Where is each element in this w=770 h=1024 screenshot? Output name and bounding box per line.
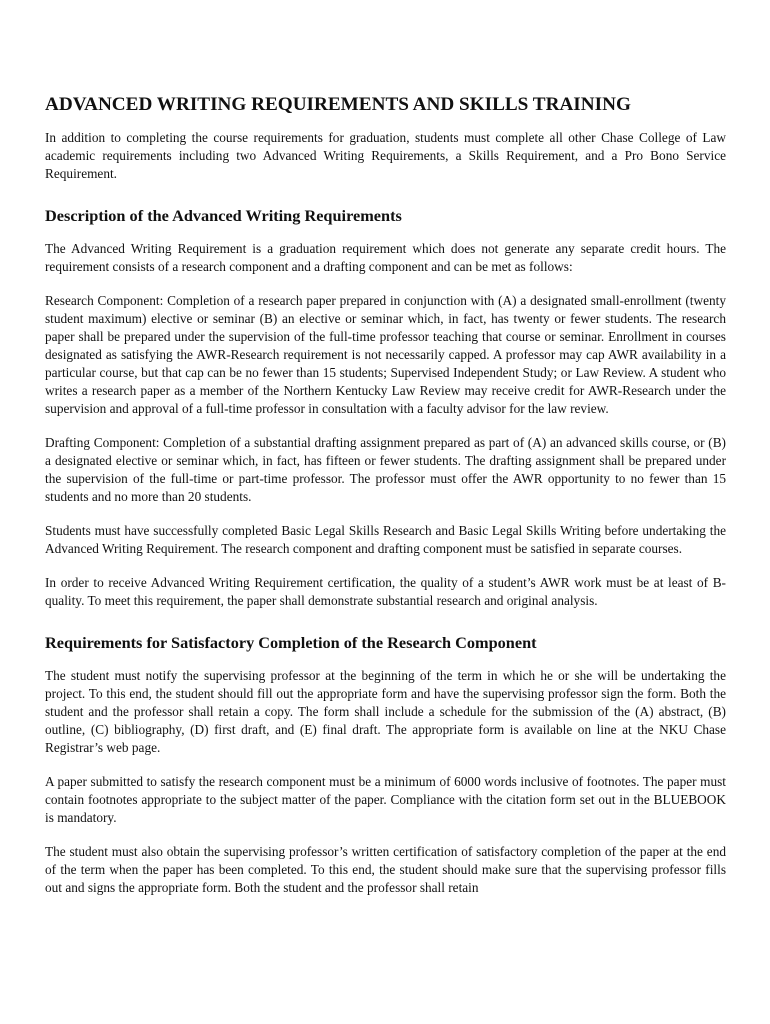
paragraph-minimum-words: A paper submitted to satisfy the research component must be a minimum of 6000 words inclusive of footnotes. The paper must contain footnotes appropriate to the subject matter of the paper. Compliance with the citation form set out in the BLUEBOOK is mandatory.	[45, 774, 726, 825]
document-title: ADVANCED WRITING REQUIREMENTS AND SKILLS TRAINING	[45, 94, 631, 115]
paragraph-prerequisites: Students must have successfully completed Basic Legal Skills Research and Basic Legal Skills Writing before undertaking the Advanced Writing Requirement. The research component and drafting component must be satisfied in separate courses.	[45, 523, 726, 556]
section-heading-description: Description of the Advanced Writing Requirements	[45, 206, 402, 225]
section-heading-research-requirements: Requirements for Satisfactory Completion of the Research Component	[45, 633, 537, 652]
paragraph-drafting-component: Drafting Component: Completion of a substantial drafting assignment prepared as part of (A) an advanced skills course, or (B) a designated elective or seminar which, in fact, has fifteen or fewer students. The drafting assignment shall be prepared under the supervision of the full-time or part-time professor. The professor must offer the AWR opportunity to no fewer than 15 students and no more than 20 students.	[45, 435, 726, 504]
paragraph-research-component: Research Component: Completion of a research paper prepared in conjunction with (A) a designated small-enrollment (twenty student maximum) elective or seminar (B) an elective or seminar which, in fact, has twenty or fewer students. The research paper shall be prepared under the supervision of the full-time professor teaching that course or seminar. Enrollment in courses designated as satisfying the AWR-Research requirement is not necessarily capped. A professor may cap AWR availability in a particular course, but that cap can be no fewer than 15 students; Supervised Independent Study; or Law Review. A student who writes a research paper as a member of the Northern Kentucky Law Review may receive credit for AWR-Research under the supervision and approval of a full-time professor in consultation with a faculty advisor for the law review.	[45, 293, 726, 416]
document-page	[45, 92, 726, 913]
intro-paragraph: In addition to completing the course requirements for graduation, students must complete all other Chase College of Law academic requirements including two Advanced Writing Requirements, a Skills Requirement, and a Pro Bono Service Requirement.	[45, 130, 726, 181]
paragraph-certification-quality: In order to receive Advanced Writing Requirement certification, the quality of a student’s AWR work must be at least of B- quality. To meet this requirement, the paper shall demonstrate substantial research and original analysis.	[45, 575, 726, 608]
paragraph-notify-professor: The student must notify the supervising professor at the beginning of the term in which he or she will be undertaking the project. To this end, the student should fill out the appropriate form and have the supervising professor sign the form. Both the student and the professor shall retain a copy. The form shall include a schedule for the submission of the (A) abstract, (B) outline, (C) bibliography, (D) first draft, and (E) final draft. The appropriate form is available on line at the NKU Chase Registrar’s web page.	[45, 668, 726, 755]
paragraph-written-certification: The student must also obtain the supervising professor’s written certification of satisfactory completion of the paper at the end of the term when the paper has been completed. To this end, the student should make sure that the supervising professor fills out and signs the appropriate form. Both the student and the professor shall retain	[45, 844, 726, 895]
paragraph-awr-overview: The Advanced Writing Requirement is a graduation requirement which does not generate any separate credit hours. The requirement consists of a research component and a drafting component and can be met as follows:	[45, 241, 726, 274]
